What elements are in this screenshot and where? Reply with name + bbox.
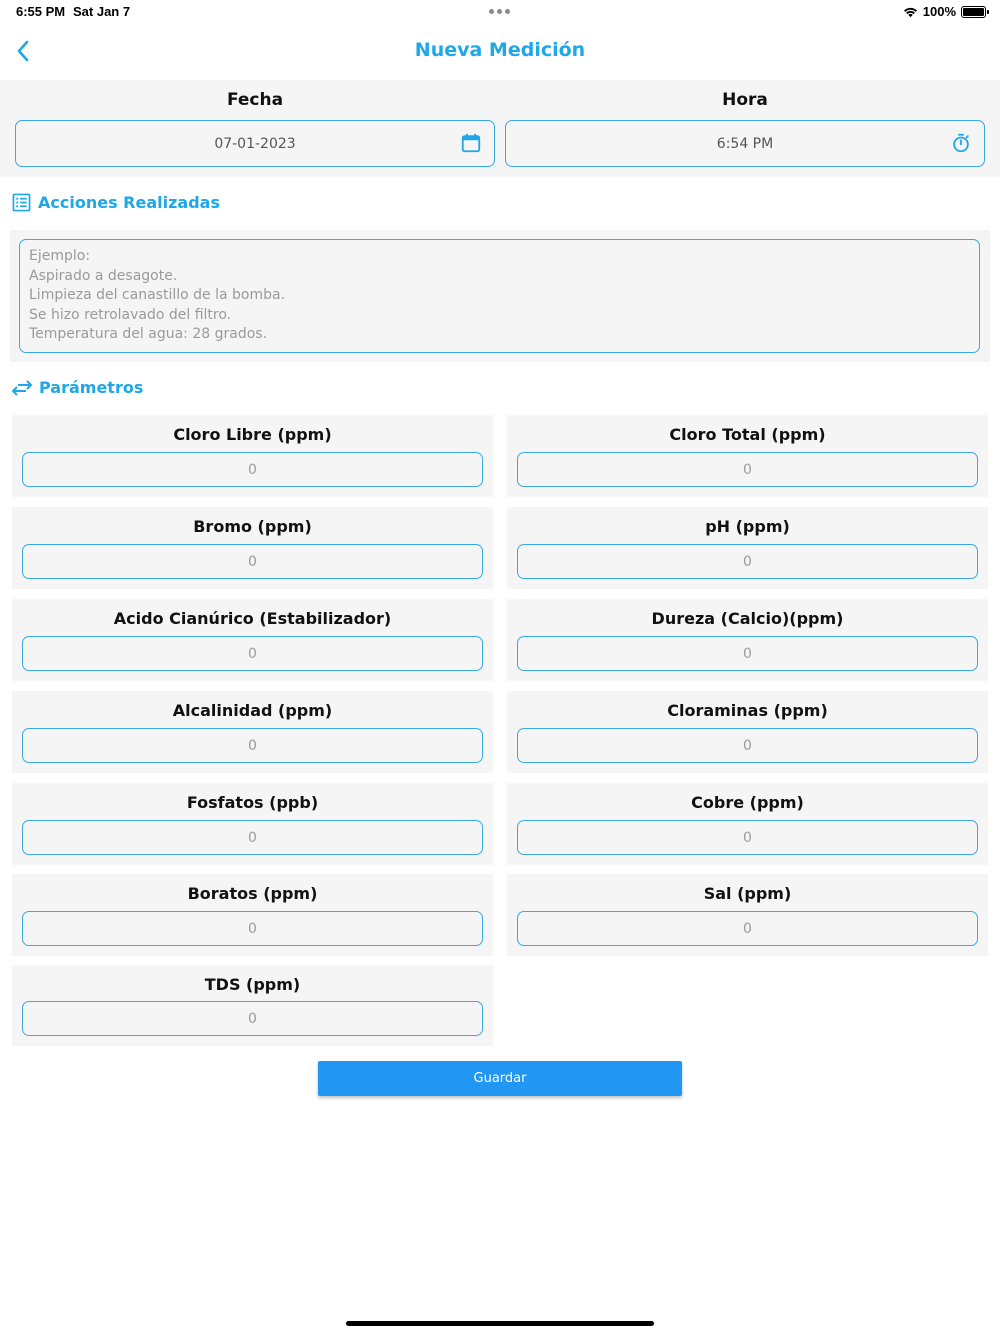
param-input-dureza[interactable] [517,636,978,671]
battery-percent: 100% [922,4,956,19]
param-dureza [507,599,988,681]
acciones-header [12,193,220,212]
param-label: Cobre (ppm) [691,793,804,812]
status-time: 6:55 PM [16,4,66,19]
param-input-alcalinidad[interactable] [22,728,483,763]
param-input-sal[interactable] [517,911,978,946]
param-cobre [507,783,988,865]
navigation-bar [0,26,1000,78]
param-sal [507,874,988,956]
param-cloraminas [507,691,988,773]
page-title: Nueva Medición [414,39,586,61]
param-fosfatos [12,783,493,865]
param-alcalinidad [12,691,493,773]
swap-arrows-icon [12,380,32,396]
fecha-label: Fecha [226,90,284,110]
stopwatch-icon[interactable] [950,132,972,154]
fecha-group [15,80,495,152]
param-label: Cloraminas (ppm) [667,701,828,720]
param-input-tds[interactable] [22,1001,483,1036]
acciones-panel [10,230,990,362]
calendar-icon[interactable] [460,132,482,154]
list-icon [12,193,31,212]
param-input-bromo[interactable] [22,544,483,579]
hora-group [505,80,985,152]
param-label: Sal (ppm) [703,884,792,903]
param-input-cloro-total[interactable] [517,452,978,487]
multitasking-dots-icon[interactable] [489,9,510,14]
datetime-panel [0,80,1000,177]
param-label: pH (ppm) [705,517,790,536]
hora-value: 6:54 PM [716,135,774,152]
status-bar [0,0,1000,24]
fecha-field[interactable] [15,120,495,167]
param-label: Bromo (ppm) [193,517,312,536]
parametros-title: Parámetros [39,378,144,397]
param-bromo [12,507,493,589]
save-button[interactable]: Guardar [318,1061,682,1096]
param-input-ph[interactable] [517,544,978,579]
param-input-cobre[interactable] [517,820,978,855]
home-indicator[interactable] [346,1321,654,1326]
param-tds [12,965,493,1046]
param-label: TDS (ppm) [204,975,301,994]
param-input-acido-cianurico[interactable] [22,636,483,671]
param-label: Boratos (ppm) [187,884,318,903]
hora-label: Hora [722,90,768,110]
param-acido-cianurico [12,599,493,681]
param-label: Dureza (Calcio)(ppm) [651,609,844,628]
param-label: Cloro Total (ppm) [669,425,826,444]
param-ph [507,507,988,589]
status-date: Sat Jan 7 [73,4,131,19]
status-right [903,4,986,19]
hora-field[interactable] [505,120,985,167]
param-input-boratos[interactable] [22,911,483,946]
param-input-cloro-libre[interactable] [22,452,483,487]
wifi-icon [903,6,918,18]
param-input-cloraminas[interactable] [517,728,978,763]
fecha-value: 07-01-2023 [214,135,296,152]
param-label: Fosfatos (ppb) [186,793,319,812]
acciones-textarea[interactable] [19,239,980,353]
battery-icon [961,6,986,18]
param-label: Acido Cianúrico (Estabilizador) [113,609,392,628]
parametros-header [12,378,143,397]
param-input-fosfatos[interactable] [22,820,483,855]
param-cloro-total [507,415,988,497]
acciones-title: Acciones Realizadas [38,193,220,212]
param-label: Alcalinidad (ppm) [172,701,333,720]
param-label: Cloro Libre (ppm) [173,425,332,444]
param-boratos [12,874,493,956]
param-cloro-libre [12,415,493,497]
